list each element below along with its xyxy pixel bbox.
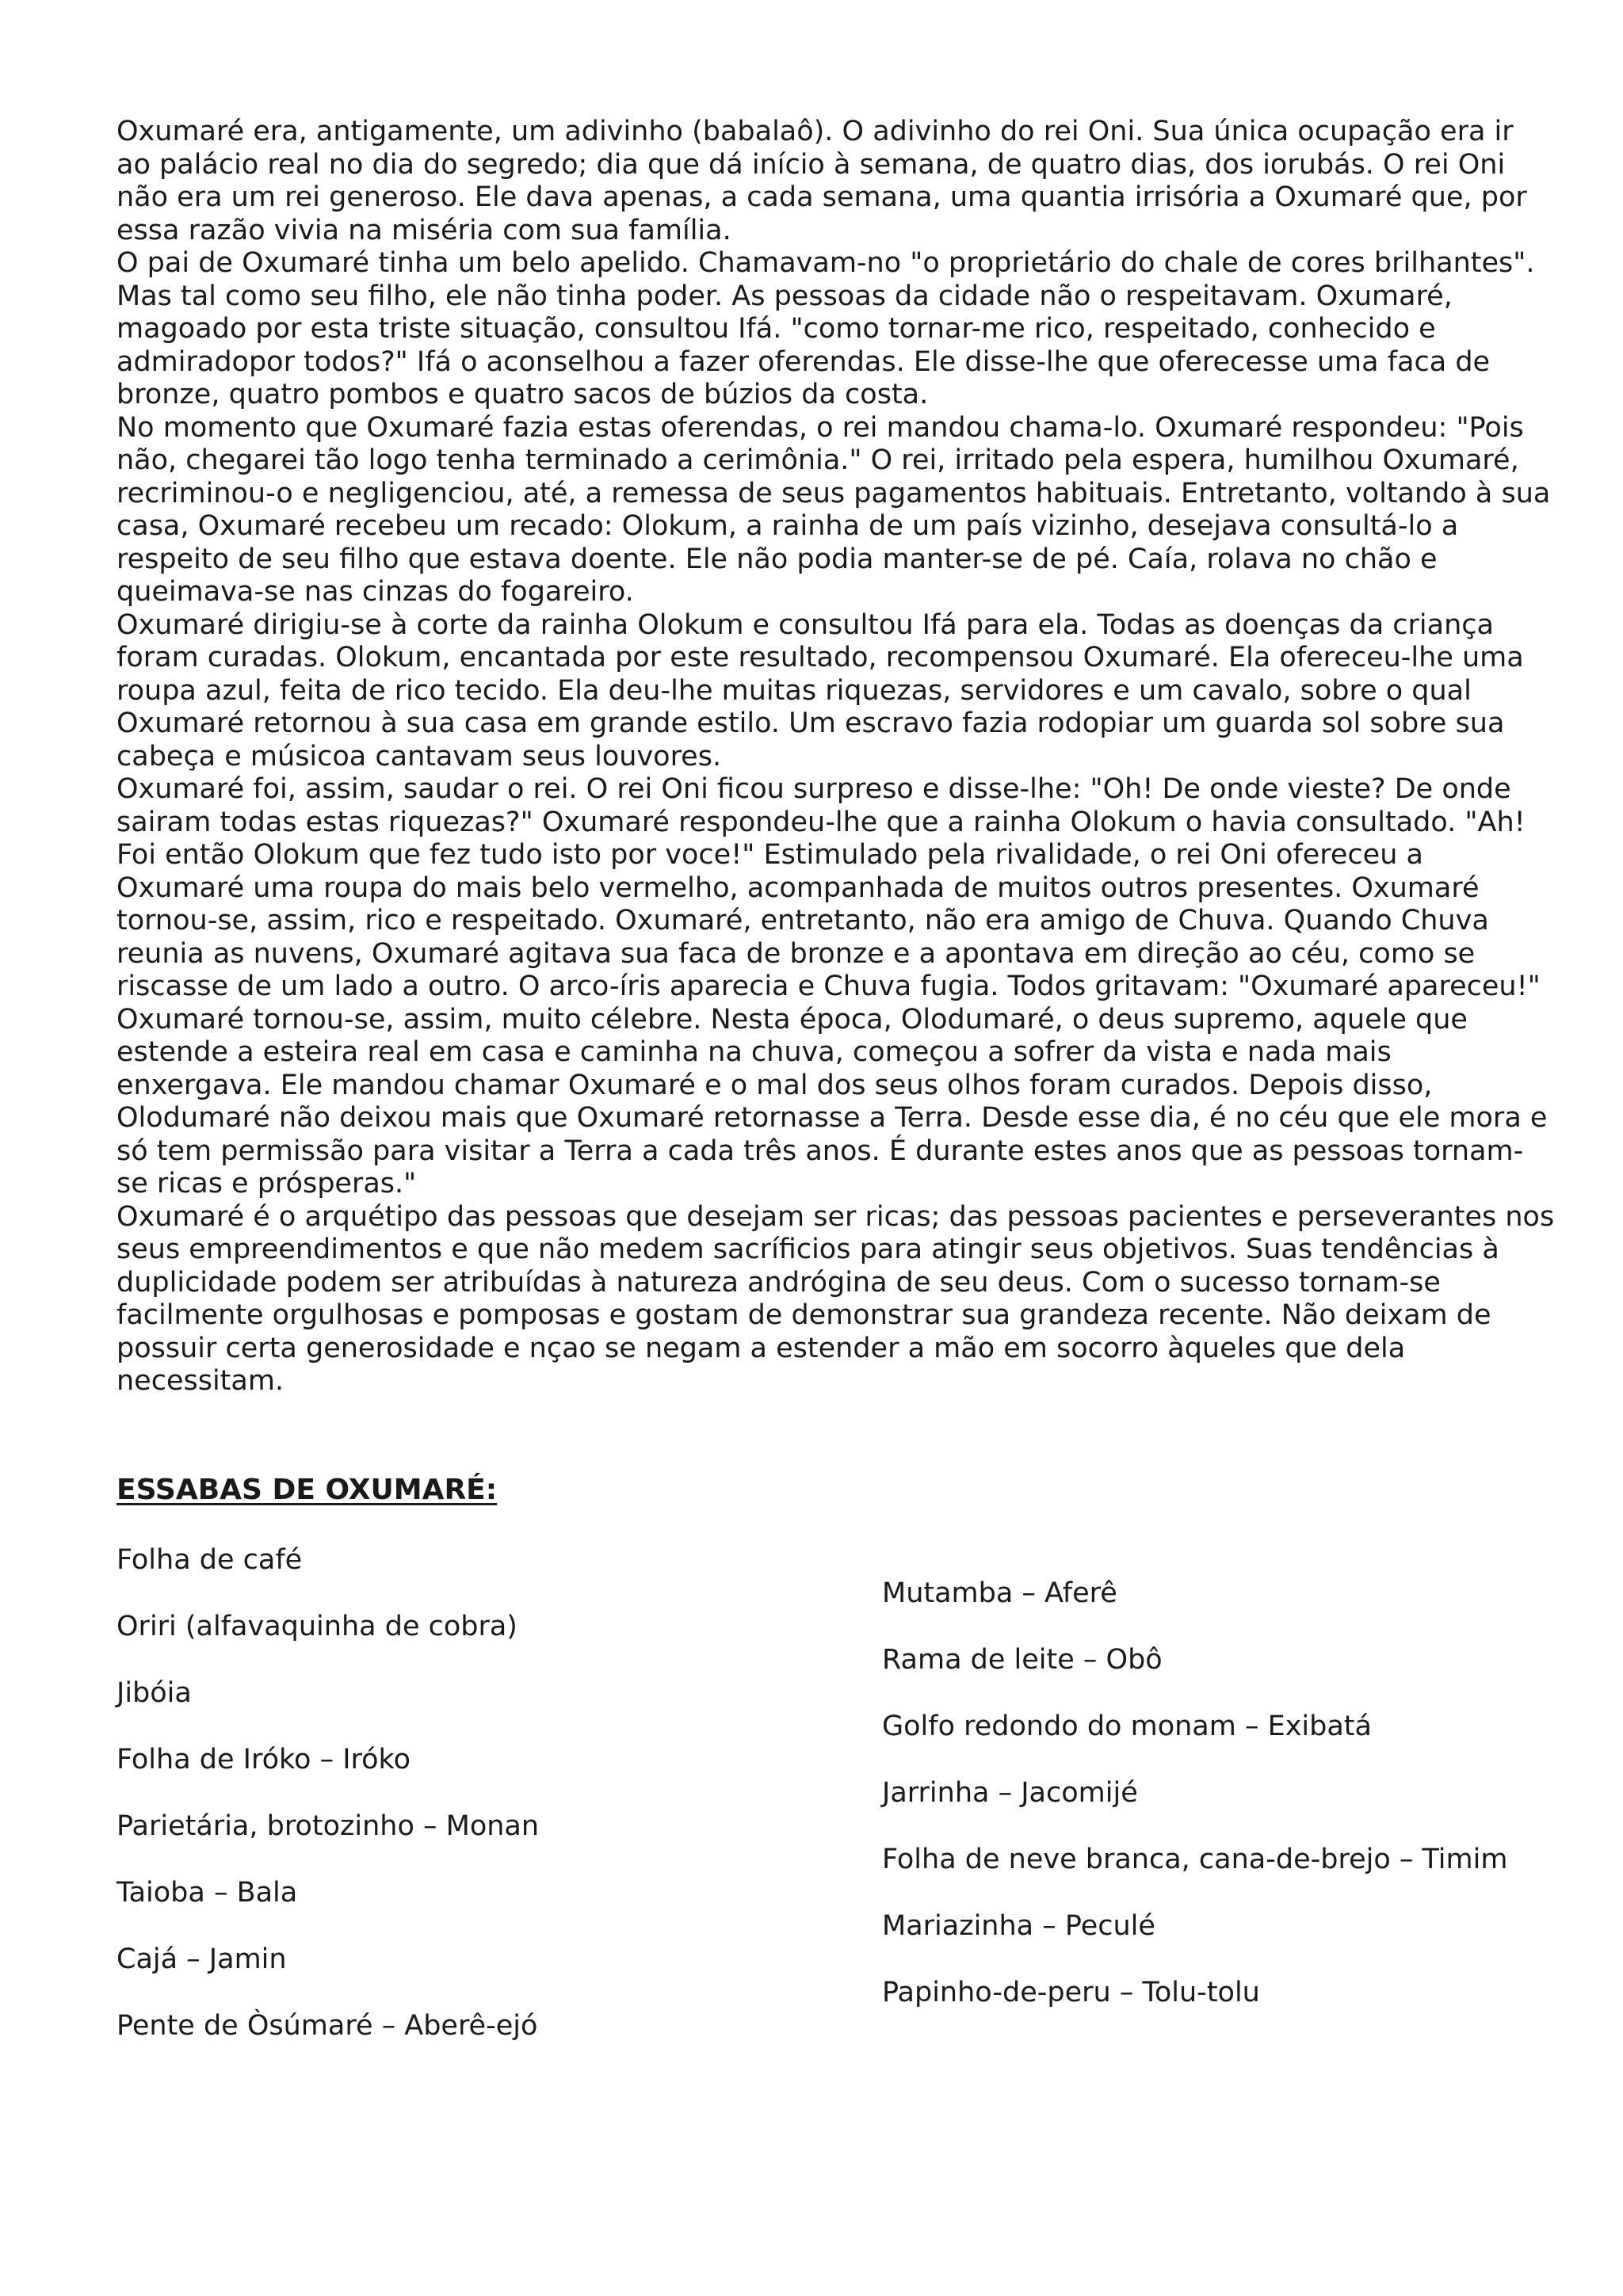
list-item: Rama de leite – Obô	[882, 1644, 1163, 1676]
list-item: Mutamba – Aferê	[882, 1577, 1117, 1609]
list-item: Oriri (alfavaquinha de cobra)	[116, 1611, 517, 1642]
list-item: Jibóia	[116, 1677, 192, 1709]
list-item: Jarrinha – Jacomijé	[882, 1777, 1138, 1809]
essabas-list-left	[116, 1527, 539, 2059]
list-item: Folha de Iróko – Iróko	[116, 1744, 411, 1775]
essabas-heading: ESSABAS DE OXUMARÉ:	[116, 1474, 498, 1506]
list-item: Parietária, brotozinho – Monan	[116, 1810, 540, 1842]
essabas-list-right	[882, 1560, 1507, 2026]
list-item: Folha de neve branca, cana-de-brejo – Timim	[882, 1844, 1508, 1875]
list-item: Papinho-de-peru – Tolu-tolu	[882, 1977, 1260, 2008]
list-item: Cajá – Jamin	[116, 1943, 287, 1975]
list-item: Golfo redondo do monam – Exibatá	[882, 1711, 1372, 1742]
list-item: Taioba – Bala	[116, 1877, 298, 1909]
list-item: Mariazinha – Peculé	[882, 1910, 1155, 1942]
list-item: Folha de café	[116, 1544, 303, 1576]
story-text: Oxumaré era, antigamente, um adivinho (babalaô). O adivinho do rei Oni. Sua única ocupação era ir ao palácio real no dia do segredo; dia que dá início à semana, de quatro dias, dos iorubás. O rei Oni não era um rei generoso. Ele dava apenas, a cada semana, uma quantia irrisória a Oxumaré que, por essa razão vivia na miséria com sua família. O pai de Oxumaré tinha um belo apelido. Chamavam-no "o proprietário do chale de cores brilhantes". Mas tal como seu filho, ele não tinha poder. As pessoas da cidade não o respeitavam. Oxumaré, magoado por esta triste situação, consultou Ifá. "como tornar-me rico, respeitado, conhecido e admiradopor todos?" Ifá o aconselhou a fazer oferendas. Ele disse-lhe que oferecesse uma faca de bronze, quatro pombos e quatro sacos de búzios da costa. No momento que Oxumaré fazia estas oferendas, o rei mandou chama-lo. Oxumaré respondeu: "Pois não, chegarei tão logo tenha terminado a cerimônia." O rei, irritado pela espera, humilhou Oxumaré, recriminou-o e negligenciou, até, a remessa de seus pagamentos habituais. Entretanto, voltando à sua casa, Oxumaré recebeu um recado: Olokum, a rainha de um país vizinho, desejava consultá-lo a respeito de seu filho que estava doente. Ele não podia manter-se de pé. Caía, rolava no chão e queimava-se nas cinzas do fogareiro. Oxumaré dirigiu-se à corte da rainha Olokum e consultou Ifá para ela. Todas as doenças da criança foram curadas. Olokum, encantada por este resultado, recompensou Oxumaré. Ela ofereceu-lhe uma roupa azul, feita de rico tecido. Ela deu-lhe muitas riquezas, servidores e um cavalo, sobre o qual Oxumaré retornou à sua casa em grande estilo. Um escravo fazia rodopiar um guarda sol sobre sua cabeça e músicoa cantavam seus louvores. Oxumaré foi, assim, saudar o rei. O rei Oni ficou surpreso e disse-lhe: "Oh! De onde vieste? De onde sairam todas estas riquezas?" Oxumaré respondeu-lhe que a rainha Olokum o havia consultado. "Ah! Foi então Olokum que fez tudo isto por voce!" Estimulado pela rivalidade, o rei Oni ofereceu a Oxumaré uma roupa do mais belo vermelho, acompanhada de muitos outros presentes. Oxumaré tornou-se, assim, rico e respeitado. Oxumaré, entretanto, não era amigo de Chuva. Quando Chuva reunia as nuvens, Oxumaré agitava sua faca de bronze e a apontava em direção ao céu, como se riscasse de um lado a outro. O arco-íris aparecia e Chuva fugia. Todos gritavam: "Oxumaré apareceu!" Oxumaré tornou-se, assim, muito célebre. Nesta época, Olodumaré, o deus supremo, aquele que estende a esteira real em casa e caminha na chuva, começou a sofrer da vista e nada mais enxergava. Ele mandou chamar Oxumaré e o mal dos seus olhos foram curados. Depois disso, Olodumaré não deixou mais que Oxumaré retornasse a Terra. Desde esse dia, é no céu que ele mora e só tem permissão para visitar a Terra a cada três anos. É durante estes anos que as pessoas tornam-se ricas e prósperas." Oxumaré é o arquétipo das pessoas que desejam ser ricas; das pessoas pacientes e perseverantes nos seus empreendimentos e que não medem sacríficios para atingir seus objetivos. Suas tendências à duplicidade podem ser atribuídas à natureza andrógina de seu deus. Com o sucesso tornam-se facilmente orgulhosas e pomposas e gostam de demonstrar sua grandeza recente. Não deixam de possuir certa generosidade e nçao se negam a estender a mão em socorro àqueles que dela necessitam.	[116, 116, 1555, 1397]
list-item: Pente de Òsúmaré – Aberê-ejó	[116, 2010, 538, 2042]
